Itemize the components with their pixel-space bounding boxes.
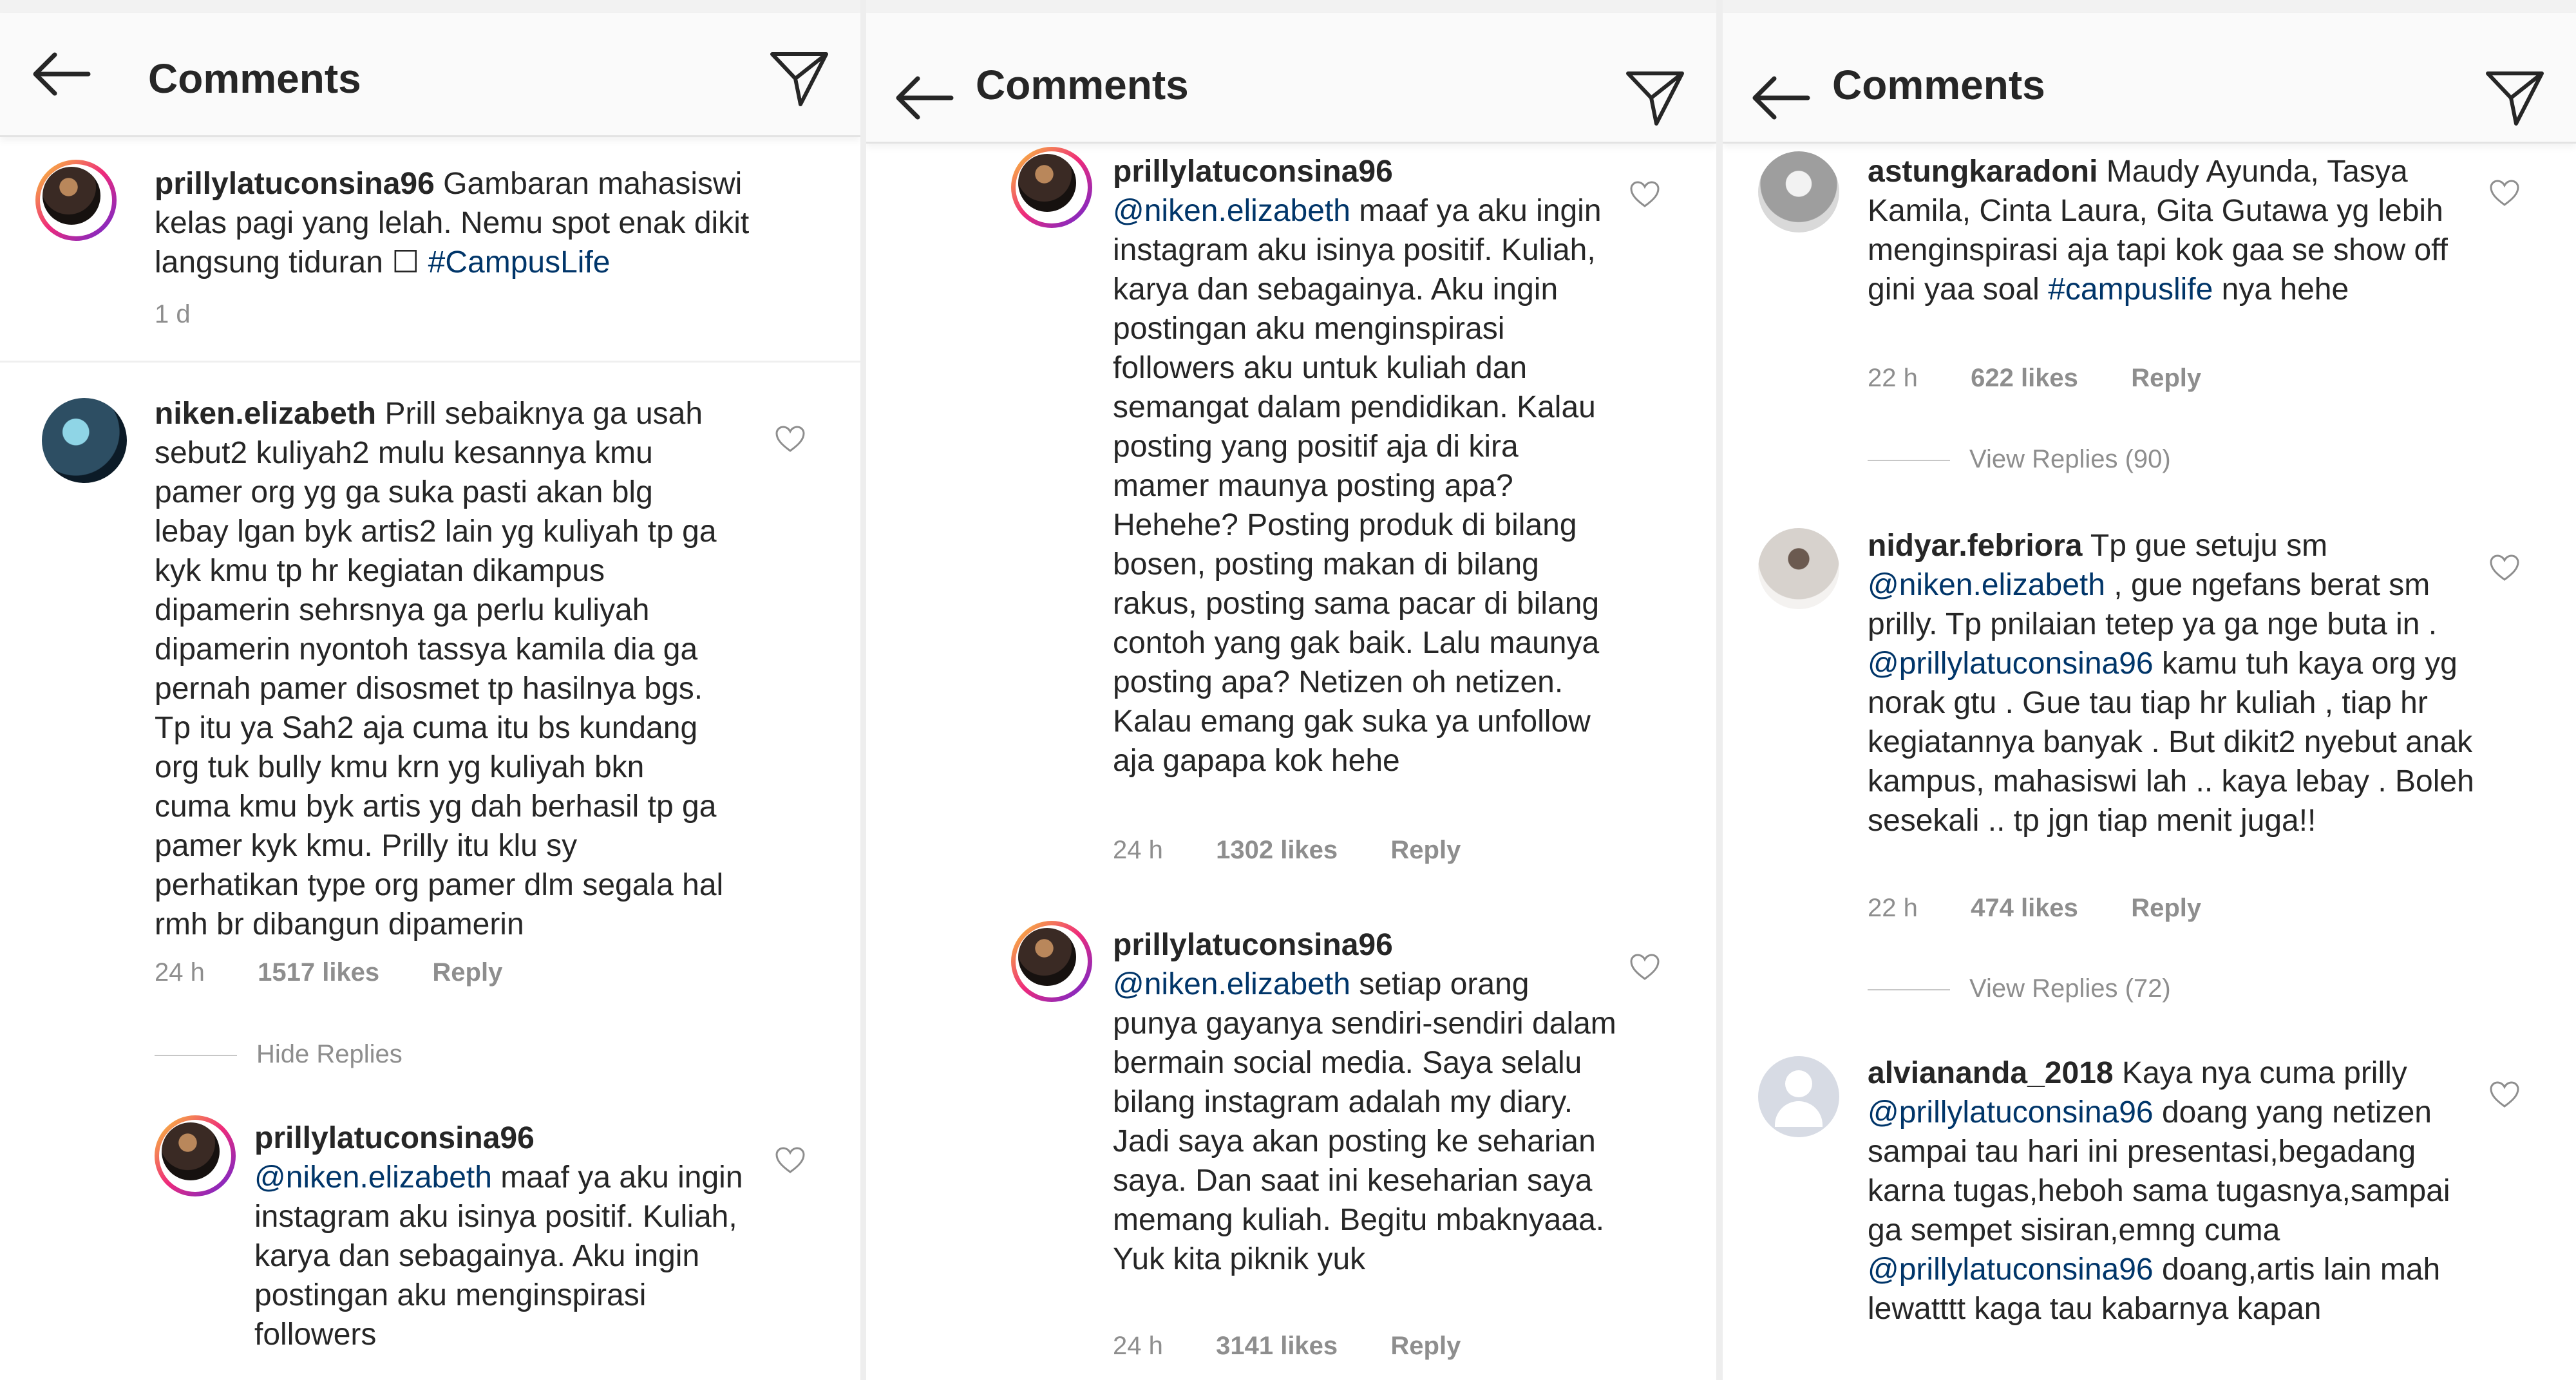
mention-link[interactable]: @prillylatuconsina96 xyxy=(1868,647,2154,681)
username[interactable]: alviananda_2018 xyxy=(1868,1056,2114,1090)
replies-toggle-label: Hide Replies xyxy=(256,1040,402,1068)
post-caption xyxy=(155,164,799,282)
hide-replies-button[interactable] xyxy=(155,1038,402,1070)
mention-link[interactable]: @prillylatuconsina96 xyxy=(1868,1095,2154,1130)
comment-body: Kaya nya cuma prilly xyxy=(2121,1056,2407,1090)
avatar[interactable] xyxy=(42,398,127,483)
comment-text xyxy=(1113,925,1622,1279)
view-replies-button[interactable] xyxy=(1868,443,2171,475)
like-count[interactable]: 1302 likes xyxy=(1216,836,1338,864)
like-count[interactable]: 1517 likes xyxy=(258,958,380,987)
username[interactable]: prillylatuconsina96 xyxy=(1113,155,1393,189)
like-count[interactable]: 3141 likes xyxy=(1216,1332,1338,1360)
reply-button[interactable]: Reply xyxy=(2131,364,2202,392)
like-count[interactable]: 474 likes xyxy=(1971,894,2078,922)
comment-body: setiap orang punya gayanya sendiri-sendiri dalam bermain social media. Saya selalu bilang instagram adalah my diary. Jadi saya akan posting ke seharian saya. Dan saat ini keseharian saya memang kuliah. Begitu mbaknyaaa. Yuk kita piknik yuk xyxy=(1113,967,1616,1276)
like-button[interactable] xyxy=(2489,179,2520,207)
replies-toggle-label: View Replies (90) xyxy=(1969,445,2171,473)
replies-toggle-label: View Replies (72) xyxy=(1969,974,2171,1003)
comment-body-2: doang yang netizen sampai tau hari ini presentasi,begadang karna tugas,heboh sama tugasnya,sampai ga sempet sisiran,emng cuma xyxy=(1868,1095,2450,1247)
heart-outline-icon xyxy=(1629,953,1660,981)
like-button[interactable] xyxy=(775,1146,806,1175)
caption-divider xyxy=(0,361,860,363)
reply-button[interactable]: Reply xyxy=(1390,836,1461,864)
mention-link[interactable]: @niken.elizabeth xyxy=(1868,568,2105,602)
like-button[interactable] xyxy=(2489,554,2520,582)
heart-outline-icon xyxy=(1629,180,1660,209)
timestamp: 22 h xyxy=(1868,894,1918,922)
caption-text: Gambaran mahasiswi kelas pagi yang lelah. Nemu spot enak dikit langsung tiduran ☐ xyxy=(155,167,750,279)
direct-share-button[interactable] xyxy=(1623,66,1687,130)
comment-body: Prill sebaiknya ga usah sebut2 kuliyah2 mulu kesannya kmu pamer org yg ga suka pasti akan blg lebay lgan byk artis2 lain yg kuliyah tp ga kyk kmu tp hr kegiatan dikampus dipamerin sehrsnya ga perlu kuliyah dipamerin nyontoh tassya kamila dia ga pernah pamer disosmet tp hasilnya bgs. Tp itu ya Sah2 aja cuma itu bs kundang org tuk bully kmu krn yg kuliyah bkn cuma kmu byk artis yg dah berhasil tp ga pamer kyk kmu. Prilly itu klu sy perhatikan type org pamer dlm segala hal rmh br dibangun dipamerin xyxy=(155,397,724,941)
comment-body: Tp gue setuju sm xyxy=(2090,529,2328,563)
comments-screen-3 xyxy=(1723,0,2576,1380)
heart-outline-icon xyxy=(2489,1081,2520,1109)
avatar[interactable] xyxy=(1758,151,1839,232)
comment-meta xyxy=(1868,892,2201,924)
comment-text xyxy=(1868,152,2473,309)
avatar[interactable] xyxy=(35,160,117,241)
hashtag-link[interactable]: #campuslife xyxy=(2048,272,2213,307)
comment-text xyxy=(254,1119,757,1354)
comment-body-end: nya hehe xyxy=(2221,272,2349,307)
comment-body: maaf ya aku ingin instagram aku isinya positif. Kuliah, karya dan sebagainya. Aku ingin postingan aku menginspirasi followers xyxy=(254,1160,743,1352)
heart-outline-icon xyxy=(775,425,806,453)
comment-body-3: kamu tuh kaya org yg norak gtu . Gue tau tiap hr kuliah , tiap hr kegiatannya banyak . But dikit2 nyebut anak kampus, mahasiswi lah .. kaya lebay . Boleh sesekali .. tp jgn tiap menit juga!! xyxy=(1868,647,2474,838)
comment-meta xyxy=(1868,362,2201,394)
comment-text xyxy=(1868,526,2476,840)
username[interactable]: prillylatuconsina96 xyxy=(1113,928,1393,962)
page-title: Comments xyxy=(148,55,361,102)
paper-plane-icon xyxy=(2483,66,2547,130)
status-bar xyxy=(866,0,1716,13)
arrow-left-icon xyxy=(1748,72,1813,124)
username[interactable]: astungkaradoni xyxy=(1868,155,2098,189)
comments-screen-2 xyxy=(866,0,1716,1380)
page-title: Comments xyxy=(1832,62,2045,108)
view-replies-button[interactable] xyxy=(1868,972,2171,1005)
reply-button[interactable]: Reply xyxy=(432,958,503,987)
username[interactable]: nidyar.febriora xyxy=(1868,529,2083,563)
comments-header xyxy=(866,13,1716,144)
comment-body-3: doang,artis lain mah lewatttt kaga tau kabarnya kapan xyxy=(1868,1252,2441,1326)
comment-text xyxy=(1113,152,1622,780)
like-button[interactable] xyxy=(1629,180,1660,209)
heart-outline-icon xyxy=(2489,179,2520,207)
back-button[interactable] xyxy=(1748,72,1819,124)
avatar[interactable] xyxy=(155,1115,236,1196)
timestamp: 1 d xyxy=(155,300,191,328)
reply-button[interactable]: Reply xyxy=(2131,894,2202,922)
comment-text xyxy=(1868,1054,2476,1328)
reply-button[interactable]: Reply xyxy=(1390,1332,1461,1360)
comment-meta xyxy=(1113,1330,1461,1362)
timestamp: 22 h xyxy=(1868,364,1918,392)
like-button[interactable] xyxy=(1629,953,1660,981)
back-button[interactable] xyxy=(29,48,100,100)
direct-share-button[interactable] xyxy=(767,46,831,111)
hashtag-link[interactable]: #CampusLife xyxy=(428,245,611,279)
avatar[interactable] xyxy=(1758,528,1839,609)
timestamp: 24 h xyxy=(1113,836,1163,864)
paper-plane-icon xyxy=(1623,66,1687,130)
comment-body-2: , gue ngefans berat sm prilly. Tp pnilaian tetep ya ga nge buta in . xyxy=(1868,568,2438,641)
comments-header xyxy=(0,13,860,137)
username[interactable]: prillylatuconsina96 xyxy=(155,167,435,201)
avatar[interactable] xyxy=(1758,1056,1839,1137)
like-button[interactable] xyxy=(775,425,806,453)
back-button[interactable] xyxy=(892,72,963,124)
comments-screen-1 xyxy=(0,0,860,1380)
username[interactable]: niken.elizabeth xyxy=(155,397,377,431)
paper-plane-icon xyxy=(767,46,831,111)
timestamp: 24 h xyxy=(155,958,205,987)
page-title: Comments xyxy=(976,62,1189,108)
arrow-left-icon xyxy=(892,72,956,124)
direct-share-button[interactable] xyxy=(2483,66,2547,130)
comment-body: Maudy Ayunda, Tasya Kamila, Cinta Laura, Gita Gutawa yg lebih menginspirasi aja tapi kok gaa se show off gini yaa soal xyxy=(1868,155,2448,307)
comment-text xyxy=(155,394,728,944)
mention-link[interactable]: @prillylatuconsina96 xyxy=(1868,1252,2154,1287)
comment-meta xyxy=(155,956,502,988)
comment-meta xyxy=(1113,834,1461,866)
like-count[interactable]: 622 likes xyxy=(1971,364,2078,392)
caption-time xyxy=(155,298,191,330)
status-bar xyxy=(1723,0,2576,13)
comment-body: maaf ya aku ingin instagram aku isinya positif. Kuliah, karya dan sebagainya. Aku ingin postingan aku menginspirasi followers aku untuk kuliah dan semangat dalam pendidikan. Kalau posting yang positif aja di kira mamer maunya posting apa? Hehehe? Posting produk di bilang bosen, posting makan di bilang rakus, posting sama pacar di bilang contoh yang gak baik. Lalu maunya posting apa? Netizen oh netizen. Kalau emang gak suka ya unfollow aja gapapa kok hehe xyxy=(1113,194,1602,778)
status-bar xyxy=(0,0,860,13)
comments-header xyxy=(1723,13,2576,144)
like-button[interactable] xyxy=(2489,1081,2520,1109)
username[interactable]: prillylatuconsina96 xyxy=(254,1121,535,1155)
arrow-left-icon xyxy=(29,48,93,100)
mention-link[interactable]: @niken.elizabeth xyxy=(254,1160,492,1195)
timestamp: 24 h xyxy=(1113,1332,1163,1360)
avatar[interactable] xyxy=(1011,147,1092,228)
mention-link[interactable]: @niken.elizabeth xyxy=(1113,194,1350,228)
heart-outline-icon xyxy=(2489,554,2520,582)
avatar[interactable] xyxy=(1011,921,1092,1002)
mention-link[interactable]: @niken.elizabeth xyxy=(1113,967,1350,1001)
heart-outline-icon xyxy=(775,1146,806,1175)
